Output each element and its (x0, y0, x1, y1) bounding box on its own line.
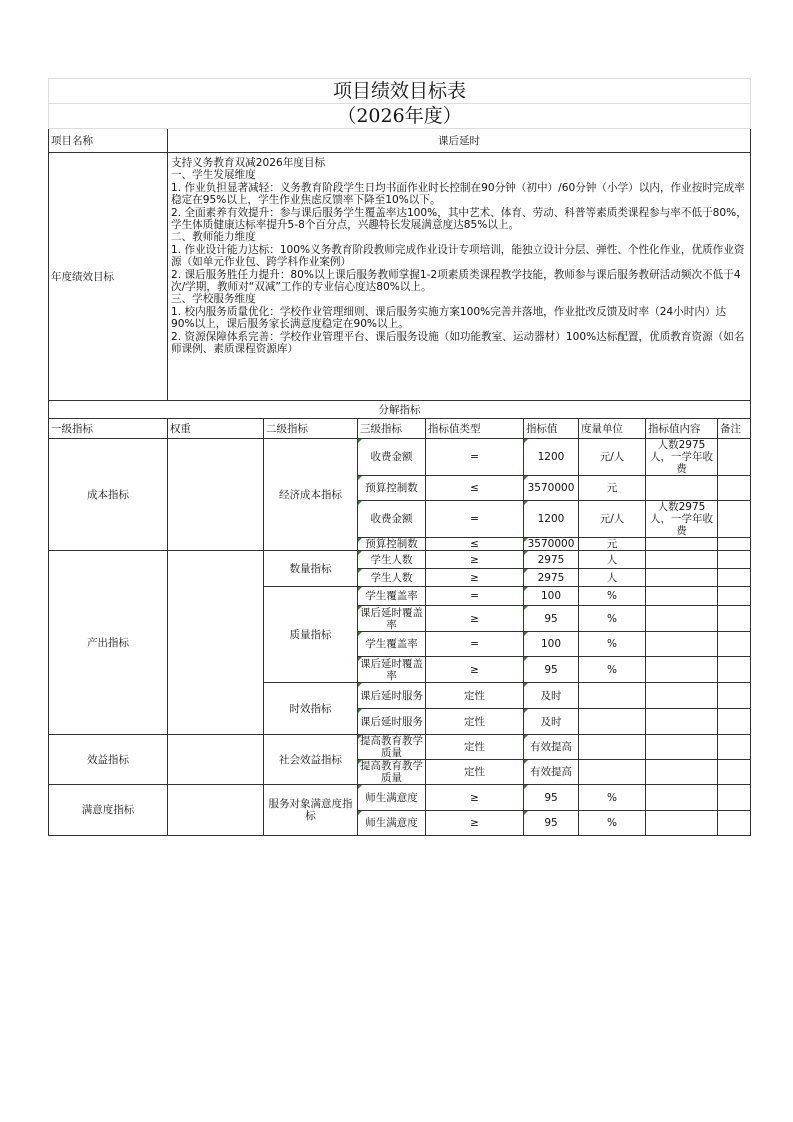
note (718, 657, 751, 683)
value-type: = (426, 501, 524, 538)
level3-indicator: 师生满意度 (358, 811, 426, 836)
value-type: ≤ (426, 538, 524, 551)
value-content (646, 551, 718, 569)
value-type: 定性 (426, 683, 524, 709)
indicator-value: 95 (524, 785, 579, 811)
value-content (646, 632, 718, 657)
column-header: 度量单位 (579, 419, 646, 439)
level2-indicator: 数量指标 (264, 551, 358, 587)
goal-line: 1. 校内服务质量优化：学校作业管理细则、课后服务实施方案100%完善并落地，作业批改反馈及时率（24小时内）达90%以上，课后服务家长满意度稳定在90%以上。 (171, 305, 727, 331)
level3-indicator: 预算控制数 (358, 538, 426, 551)
indicator-value: 1200 (524, 501, 579, 538)
unit: % (579, 632, 646, 657)
value-type: ≥ (426, 657, 524, 683)
level3-indicator: 收费金额 (358, 439, 426, 476)
level3-indicator: 收费金额 (358, 501, 426, 538)
column-header: 备注 (718, 419, 751, 439)
value-type: ≥ (426, 606, 524, 632)
level2-indicator: 社会效益指标 (264, 735, 358, 785)
project-name-label: 项目名称 (49, 129, 168, 153)
unit (579, 735, 646, 760)
value-content (646, 657, 718, 683)
level1-indicator: 成本指标 (49, 439, 168, 551)
indicator-value: 95 (524, 811, 579, 836)
goal-line: 2. 全面素养有效提升：参与课后服务学生覆盖率达100%，其中艺术、体育、劳动、科普等素质类课程参与率不低于80%，学生体质健康达标率提升5-8个百分点，兴趣特长发展满意度达85%以上。 (171, 206, 747, 232)
indicator-value: 有效提高 (524, 760, 579, 785)
indicator-value: 100 (524, 587, 579, 606)
indicator-value: 95 (524, 606, 579, 632)
page-title: 项目绩效目标表 (49, 79, 751, 104)
column-header: 一级指标 (49, 419, 168, 439)
level3-indicator: 课后延时覆盖率 (358, 606, 426, 632)
indicator-value: 及时 (524, 709, 579, 735)
value-content (646, 735, 718, 760)
level3-indicator: 学生人数 (358, 569, 426, 587)
value-type: ≥ (426, 785, 524, 811)
level2-indicator: 经济成本指标 (264, 439, 358, 551)
column-header: 指标值 (524, 419, 579, 439)
goal-line: 三、学校服务维度 (171, 293, 256, 306)
unit: 元/人 (579, 439, 646, 476)
column-header: 指标值类型 (426, 419, 524, 439)
value-type: = (426, 587, 524, 606)
unit: % (579, 587, 646, 606)
value-content: 人数2975人，一学年收费 (646, 501, 718, 538)
unit (579, 683, 646, 709)
note (718, 501, 751, 538)
indicator-value: 2975 (524, 551, 579, 569)
value-type: ≤ (426, 476, 524, 501)
value-content (646, 606, 718, 632)
value-content (646, 760, 718, 785)
value-content (646, 785, 718, 811)
value-type: ≥ (426, 569, 524, 587)
column-header: 二级指标 (264, 419, 358, 439)
note (718, 632, 751, 657)
note (718, 551, 751, 569)
unit: 元 (579, 538, 646, 551)
note (718, 811, 751, 836)
unit: % (579, 811, 646, 836)
level2-indicator: 服务对象满意度指标 (264, 785, 358, 836)
goal-line: 1. 作业设计能力达标：100%义务教育阶段教师完成作业设计专项培训，能独立设计分层、弹性、个性化作业，优质作业资源（如单元作业包、跨学科作业案例） (171, 243, 745, 269)
performance-table (48, 78, 751, 836)
value-content (646, 683, 718, 709)
value-type: 定性 (426, 760, 524, 785)
value-type: = (426, 632, 524, 657)
note (718, 476, 751, 501)
note (718, 760, 751, 785)
note (718, 735, 751, 760)
value-content (646, 587, 718, 606)
table-row (49, 551, 751, 569)
unit: 元 (579, 476, 646, 501)
level1-indicator: 产出指标 (49, 551, 168, 735)
table-row (49, 785, 751, 811)
value-type: 定性 (426, 735, 524, 760)
level3-indicator: 学生人数 (358, 551, 426, 569)
column-header: 权重 (168, 419, 264, 439)
indicator-value: 有效提高 (524, 735, 579, 760)
goal-line: 2. 课后服务胜任力提升：80%以上课后服务教师掌握1-2项素质类课程教学技能，教师参与课后服务教研活动频次不低于4次/学期，教师对“双减”工作的专业信心度达80%以上。 (171, 268, 741, 294)
value-content (646, 538, 718, 551)
weight-cell (168, 439, 264, 551)
note (718, 683, 751, 709)
note (718, 439, 751, 476)
goal-line: 2. 资源保障体系完善：学校作业管理平台、课后服务设施（如功能教室、运动器材）100%达标配置，优质教育资源（如名师课例、素质课程资源库） (171, 330, 745, 356)
weight-cell (168, 551, 264, 735)
value-content (646, 811, 718, 836)
table-row (49, 735, 751, 760)
annual-goals-label: 年度绩效目标 (49, 153, 168, 401)
column-header: 指标值内容 (646, 419, 718, 439)
goal-line: 支持义务教育双减2026年度目标 (171, 157, 326, 169)
unit: % (579, 657, 646, 683)
indicator-value: 2975 (524, 569, 579, 587)
value-content (646, 709, 718, 735)
unit: 人 (579, 569, 646, 587)
note (718, 785, 751, 811)
level3-indicator: 提高教育教学质量 (358, 735, 426, 760)
level3-indicator: 课后延时覆盖率 (358, 657, 426, 683)
level1-indicator: 满意度指标 (49, 785, 168, 836)
note (718, 569, 751, 587)
value-content (646, 569, 718, 587)
unit (579, 760, 646, 785)
project-name-value: 课后延时 (168, 129, 751, 153)
annual-goals-text (168, 153, 751, 401)
note (718, 709, 751, 735)
value-type: 定性 (426, 709, 524, 735)
value-type: ≥ (426, 811, 524, 836)
level1-indicator: 效益指标 (49, 735, 168, 785)
note (718, 587, 751, 606)
unit (579, 709, 646, 735)
breakdown-label: 分解指标 (49, 401, 751, 419)
level2-indicator: 时效指标 (264, 683, 358, 735)
page-subtitle: （2026年度） (49, 104, 751, 129)
header-row (49, 419, 751, 439)
level2-indicator: 质量指标 (264, 587, 358, 683)
goal-line: 一、学生发展维度 (171, 169, 256, 182)
table-row (49, 439, 751, 476)
level3-indicator: 课后延时服务 (358, 709, 426, 735)
column-header: 三级指标 (358, 419, 426, 439)
value-content: 人数2975人，一学年收费 (646, 439, 718, 476)
level3-indicator: 学生覆盖率 (358, 587, 426, 606)
level3-indicator: 预算控制数 (358, 476, 426, 501)
goal-line: 二、教师能力维度 (171, 231, 256, 244)
level3-indicator: 师生满意度 (358, 785, 426, 811)
note (718, 538, 751, 551)
indicator-value: 1200 (524, 439, 579, 476)
indicator-value: 3570000 (524, 538, 579, 551)
indicator-value: 及时 (524, 683, 579, 709)
unit: 元/人 (579, 501, 646, 538)
value-type: = (426, 439, 524, 476)
level3-indicator: 提高教育教学质量 (358, 760, 426, 785)
value-type: ≥ (426, 551, 524, 569)
unit: % (579, 606, 646, 632)
note (718, 606, 751, 632)
weight-cell (168, 735, 264, 785)
value-content (646, 476, 718, 501)
indicator-value: 95 (524, 657, 579, 683)
level3-indicator: 学生覆盖率 (358, 632, 426, 657)
goal-line: 1. 作业负担显著减轻：义务教育阶段学生日均书面作业时长控制在90分钟（初中）/60分钟（小学）以内，作业按时完成率稳定在95%以上，学生作业焦虑反馈率下降至10%以下。 (171, 181, 745, 207)
indicator-value: 3570000 (524, 476, 579, 501)
weight-cell (168, 785, 264, 836)
unit: 人 (579, 551, 646, 569)
indicator-value: 100 (524, 632, 579, 657)
level3-indicator: 课后延时服务 (358, 683, 426, 709)
unit: % (579, 785, 646, 811)
